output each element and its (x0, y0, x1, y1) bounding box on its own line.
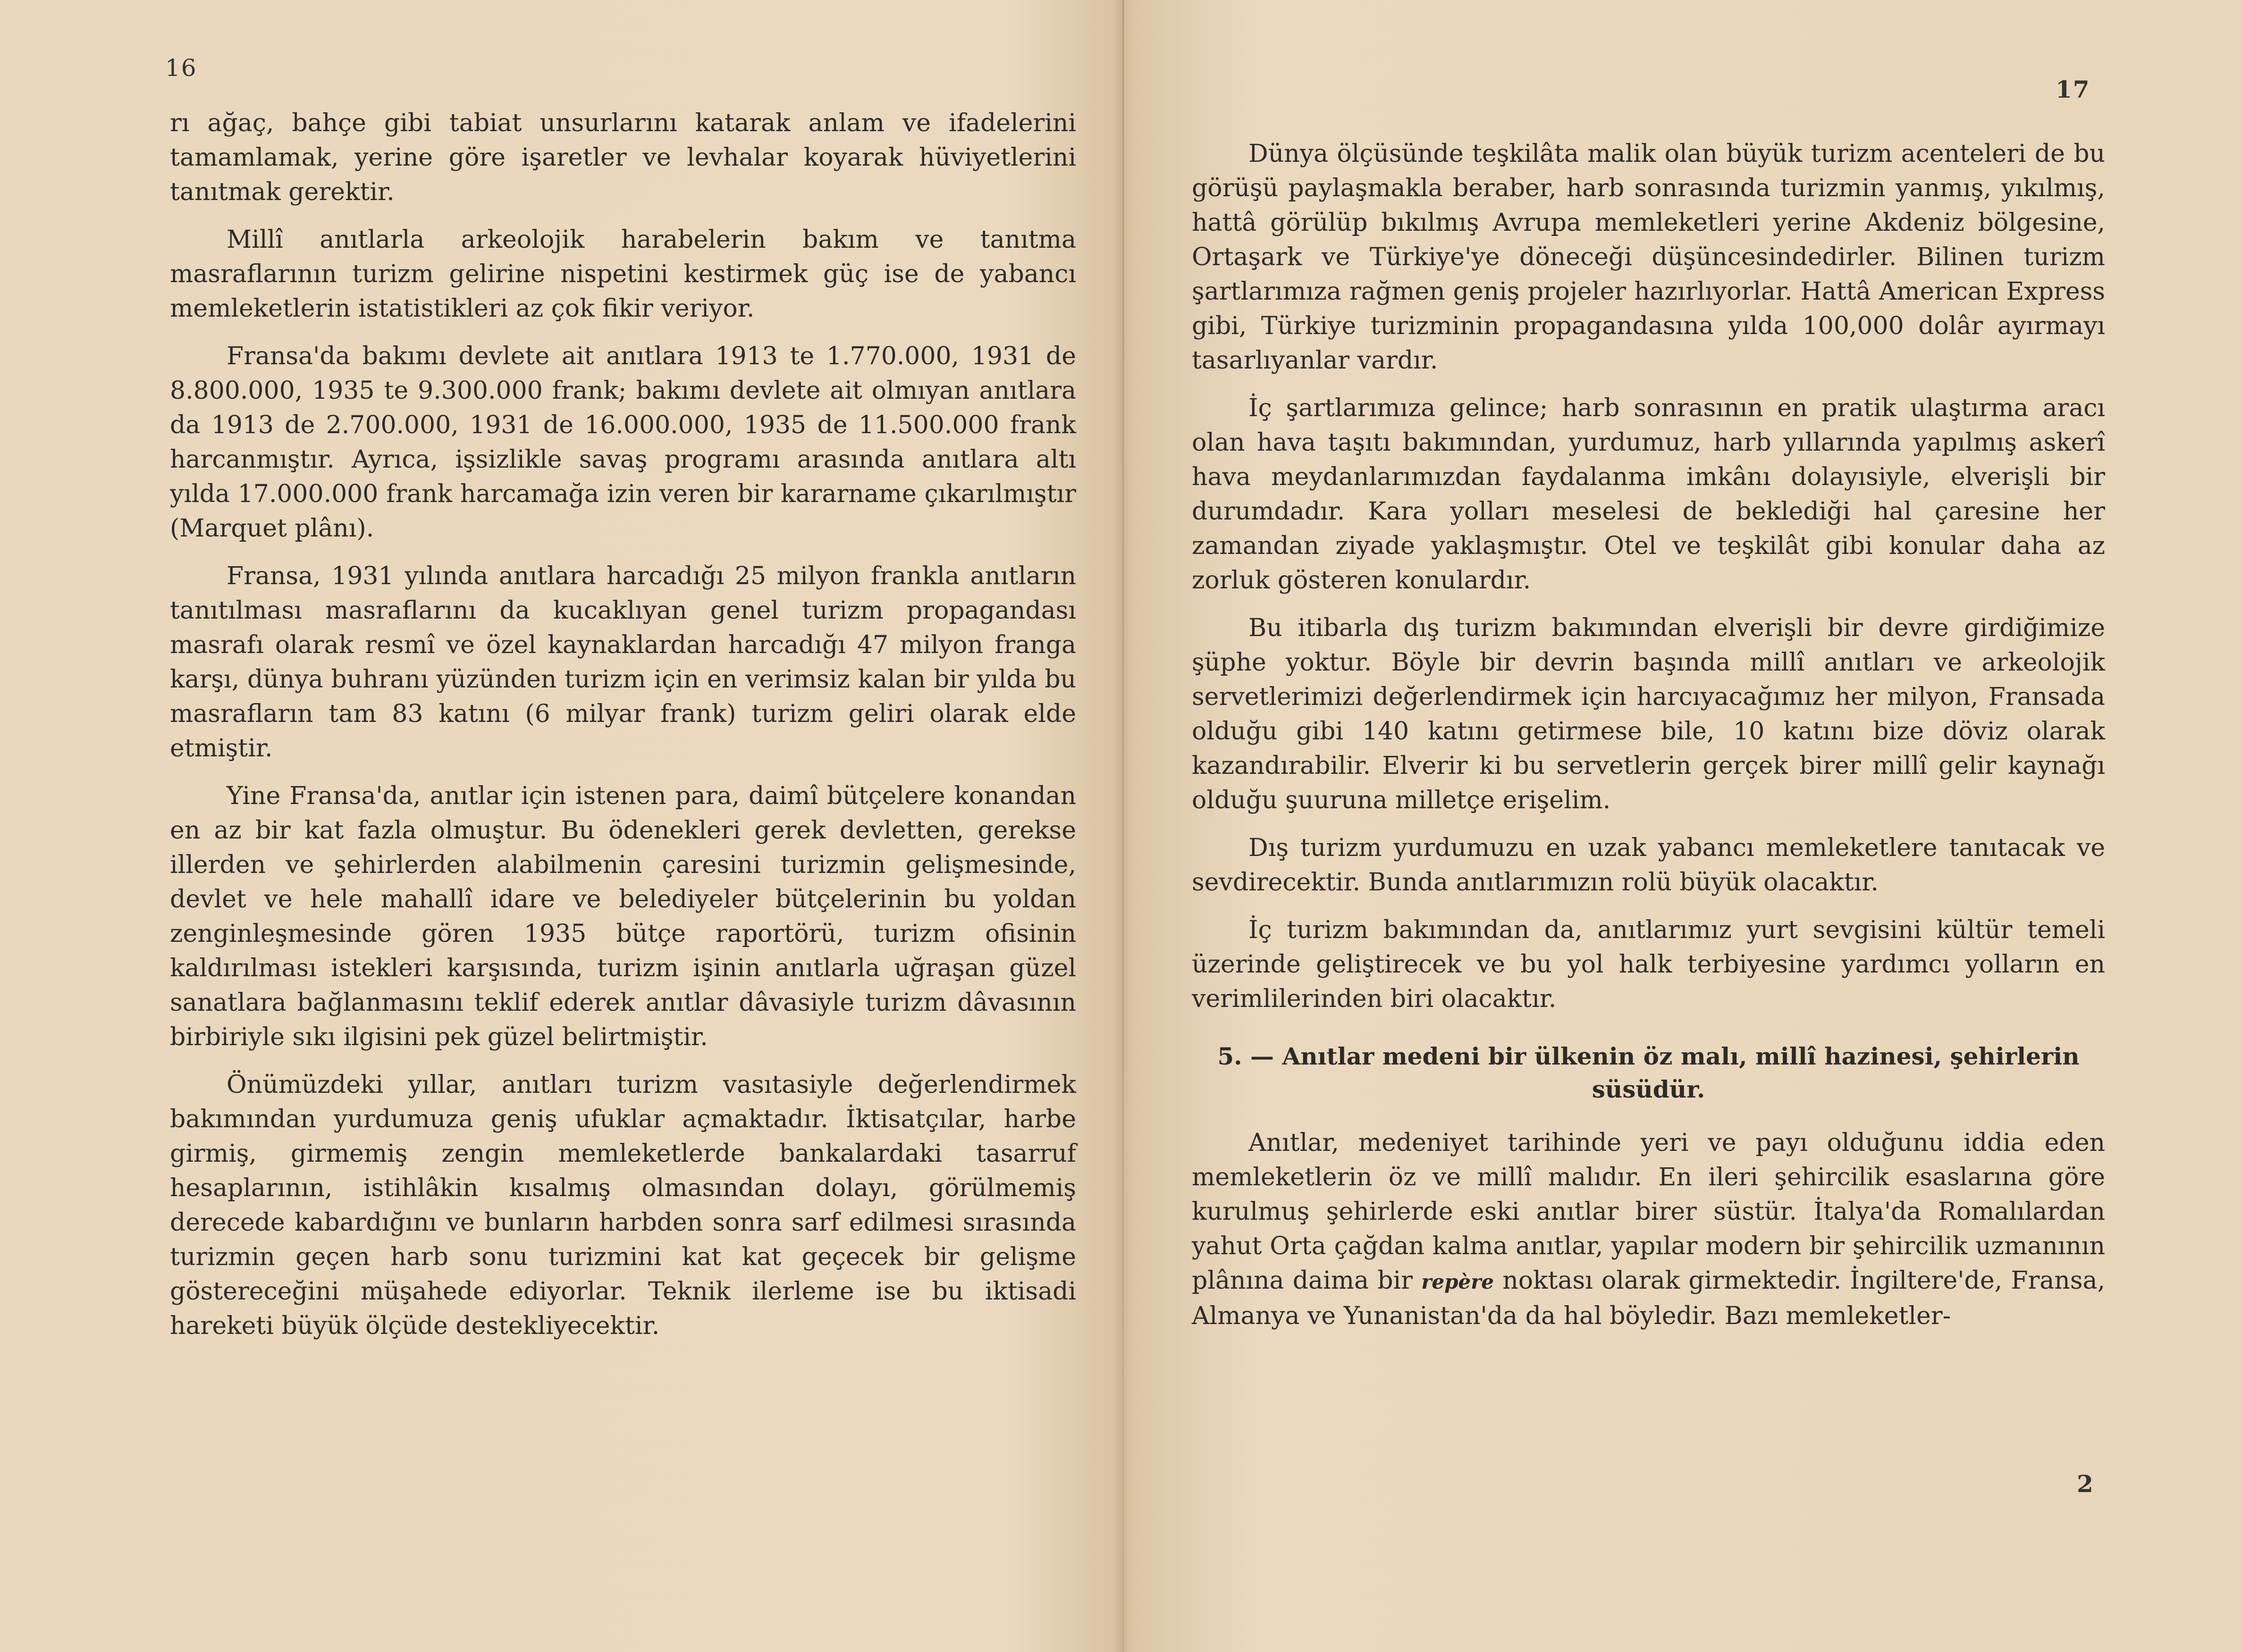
right-page-body (1192, 137, 2105, 1347)
paragraph: Bu itibarla dış turizm bakımından elverişli bir devre girdiğimize şüphe yoktur. Böyle bir devrin başında millî anıtları ve arkeolojik servetlerimizi değerlendirmek için harcıyacağımız her milyon, Fransada olduğu gibi 140 katını getirmese bile, 10 katını bize döviz olarak kazandırabilir. Elverir ki bu servetlerin gerçek birer millî gelir kaynağı olduğu şuuruna milletçe erişelim. (1192, 614, 2105, 814)
paragraph-text: Anıtlar, medeniyet tarihinde yeri ve payı olduğunu iddia eden memleketlerin öz ve millî malıdır. En ileri şehircilik esaslarına göre kurulmuş şehirlerde eski anıtlar birer süstür. İtalya'da Romalılardan yahut Orta çağdan kalma anıtlar, yapılar modern bir şehircilik uzmanının plânına daima bir (1192, 1129, 2105, 1295)
section-heading: 5. — Anıtlar medeni bir ülkenin öz malı, millî hazinesi, şehirlerin süsüdür. (1217, 1042, 2080, 1103)
italic-term: repère (1421, 1270, 1494, 1293)
paragraph: Fransa, 1931 yılında anıtlara harcadığı 25 milyon frankla anıtların tanıtılması masraflarını da kucaklıyan genel turizm propagandası masrafı olarak resmî ve özel kaynaklardan harcadığı 47 milyon franga karşı, dünya buhranı yüzünden turizm için en verimsiz kalan bir yılda bu masrafların tam 83 katını (6 milyar frank) turizm geliri olarak elde etmiştir. (170, 562, 1076, 763)
paragraph: Dış turizm yurdumuzu en uzak yabancı memleketlere tanıtacak ve sevdirecektir. Bunda anıtlarımızın rolü büyük olacaktır. (1192, 834, 2105, 897)
paragraph: Dünya ölçüsünde teşkilâta malik olan büyük turizm acenteleri de bu görüşü paylaşmakla beraber, harb sonrasında turizmin yanmış, yıkılmış, hattâ görülüp bıkılmış Avrupa memleketleri yerine Akdeniz bölgesine, Ortaşark ve Türkiye'ye döneceği düşüncesindedirler. Bilinen turizm şartlarımıza rağmen geniş projeler hazırlıyorlar. Hattâ American Express gibi, Türkiye turizminin propagandasına yılda 100,000 dolâr ayırmayı tasarlıyanlar vardır. (1192, 140, 2105, 375)
signature-mark: 2 (2077, 1470, 2094, 1498)
left-page-body (170, 106, 1076, 1357)
page-number-17: 17 (2056, 75, 2090, 103)
paragraph: Millî anıtlarla arkeolojik harabelerin bakım ve tanıtma masraflarının turizm gelirine nispetini kestirmek güç ise de yabancı memleketlerin istatistikleri az çok fikir veriyor. (170, 226, 1076, 323)
paragraph: İç şartlarımıza gelince; harb sonrasının en pratik ulaştırma aracı olan hava taşıtı bakımından, yurdumuz, harb yıllarında yapılmış askerî hava meydanlarımızdan faydalanma imkânı dolayısiyle, elverişli bir durumdadır. Kara yolları meselesi de beklediği hal çaresine her zamandan ziyade yaklaşmıştır. Otel ve teşkilât gibi konular daha az zorluk gösteren konulardır. (1192, 394, 2105, 595)
paragraph-text: noktası olarak girmektedir. İngiltere'de, Fransa, Almanya ve Yunanistan'da da hal böyledir. Bazı memleketler- (1192, 1266, 2106, 1330)
paragraph: rı ağaç, bahçe gibi tabiat unsurlarını katarak anlam ve ifadelerini tamamlamak, yerine göre işaretler ve levhalar koyarak hüviyetlerini tanıtmak gerektir. (170, 109, 1076, 206)
paragraph: Önümüzdeki yıllar, anıtları turizm vasıtasiyle değerlendirmek bakımından yurdumuza geniş ufuklar açmaktadır. İktisatçılar, harbe girmiş, girmemiş zengin memleketlerde bankalardaki tasarruf hesaplarının, istihlâkin kısalmış olmasından dolayı, görülmemiş derecede kabardığını ve bunların harbden sonra sarf edilmesi sırasında turizmin geçen harb sonu turizmini kat kat geçecek bir gelişme göstereceğini müşahede ediyorlar. Teknik ilerleme ise bu iktisadi hareketi büyük ölçüde destekliyecektir. (170, 1071, 1076, 1340)
paragraph: Yine Fransa'da, anıtlar için istenen para, daimî bütçelere konandan en az bir kat fazla olmuştur. Bu ödenekleri gerek devletten, gerekse illerden ve şehirlerden alabilmenin çaresini turizmin gelişmesinde, devlet ve hele mahallî idare ve belediyeler bütçelerinin bu yoldan zenginleşmesinde gören 1935 bütçe raportörü, turizm ofisinin kaldırılması istekleri karşısında, turizm işinin anıtlarla uğraşan güzel sanatlara bağlanmasını teklif ederek anıtlar dâvasiyle turizm dâvasının birbiriyle sıkı ilgisini pek güzel belirtmiştir. (170, 782, 1076, 1051)
right-page (1121, 0, 2242, 1652)
paragraph: İç turizm bakımından da, anıtlarımız yurt sevgisini kültür temeli üzerinde geliştirecek ve bu yol halk terbiyesine yardımcı yolların en verimlilerinden biri olacaktır. (1192, 916, 2105, 1013)
page-number-16: 16 (165, 54, 197, 82)
paragraph (1192, 1126, 2105, 1333)
paragraph: Fransa'da bakımı devlete ait anıtlara 1913 te 1.770.000, 1931 de 8.800.000, 1935 te 9.300.000 frank; bakımı devlete ait olmıyan anıtlara da 1913 de 2.700.000, 1931 de 16.000.000, 1935 de 11.500.000 frank harcanmıştır. Ayrıca, işsizlikle savaş programı arasında anıtlara altı yılda 17.000.000 frank harcamağa izin veren bir kararname çıkarılmıştır (Marquet plânı). (170, 342, 1076, 543)
